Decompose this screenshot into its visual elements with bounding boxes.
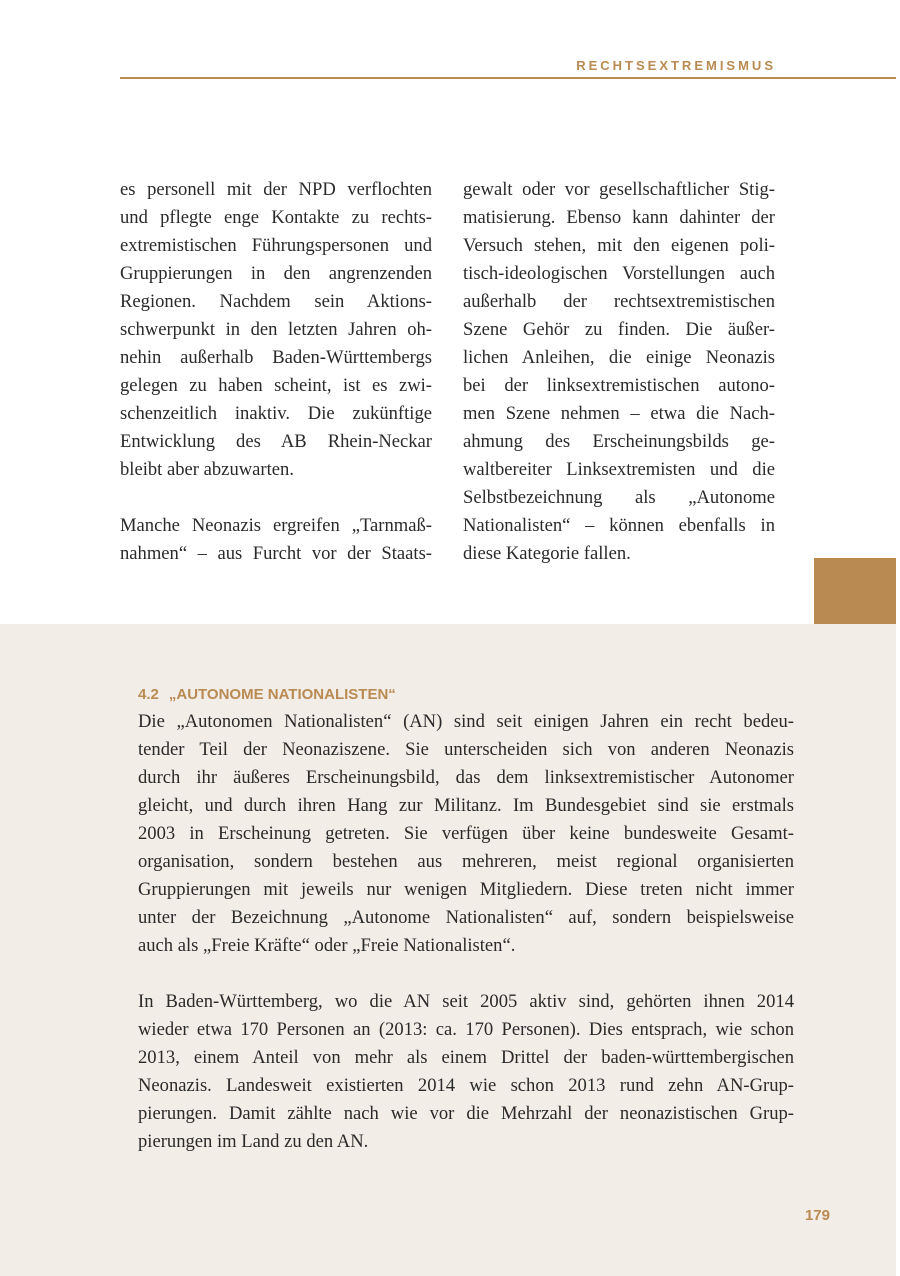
section-paragraph-1 <box>138 708 794 960</box>
text-line: wieder etwa 170 Personen an (2013: ca. 170 Personen). Dies entsprach, wie schon <box>138 1019 794 1040</box>
text-line: außerhalb der rechtsextremistischen <box>463 291 775 312</box>
text-line: bei der linksextremistischen autono- <box>463 375 775 396</box>
section-heading <box>138 682 794 708</box>
text-line: In Baden-Württemberg, wo die AN seit 2005 aktiv sind, gehörten ihnen 2014 <box>138 991 794 1012</box>
text-line: Szene Gehör zu finden. Die äußer- <box>463 319 775 340</box>
text-line: Die „Autonomen Nationalisten“ (AN) sind seit einigen Jahren ein recht bedeu- <box>138 711 794 732</box>
text-line: extremistischen Führungspersonen und <box>120 235 432 256</box>
running-title: RECHTSEXTREMISMUS <box>576 58 776 73</box>
text-line: unter der Bezeichnung „Autonome Nationalisten“ auf, sondern beispielsweise <box>138 907 794 928</box>
text-line: diese Kategorie fallen. <box>463 543 631 564</box>
text-line: Regionen. Nachdem sein Aktions- <box>120 291 432 312</box>
text-line: nahmen“ – aus Furcht vor der Staats- <box>120 543 432 564</box>
text-line: Entwicklung des AB Rhein-Neckar <box>120 431 432 452</box>
text-line: 2013, einem Anteil von mehr als einem Drittel der baden-württembergischen <box>138 1047 794 1068</box>
text-line: durch ihr äußeres Erscheinungsbild, das dem linksextremistischer Autonomer <box>138 767 794 788</box>
text-line: bleibt aber abzuwarten. <box>120 459 294 480</box>
right-paragraph-1 <box>463 176 775 568</box>
text-line: lichen Anleihen, die einige Neonazis <box>463 347 775 368</box>
header-rule <box>120 77 896 79</box>
text-line: Gruppierungen mit jeweils nur wenigen Mitgliedern. Diese treten nicht immer <box>138 879 794 900</box>
text-line: Selbstbezeichnung als „Autonome <box>463 487 775 508</box>
text-line: gelegen zu haben scheint, ist es zwi- <box>120 375 432 396</box>
section-number: 4.2 <box>138 686 159 703</box>
text-line: und pflegte enge Kontakte zu rechts- <box>120 207 432 228</box>
text-line: men Szene nehmen – etwa die Nach- <box>463 403 775 424</box>
left-paragraph-1 <box>120 176 432 484</box>
text-line: 2003 in Erscheinung getreten. Sie verfügen über keine bundesweite Gesamt- <box>138 823 794 844</box>
text-line: Manche Neonazis ergreifen „Tarnmaß- <box>120 515 432 536</box>
column-right <box>463 176 775 568</box>
text-line: matisierung. Ebenso kann dahinter der <box>463 207 775 228</box>
text-line: es personell mit der NPD verflochten <box>120 179 432 200</box>
text-line: pierungen im Land zu den AN. <box>138 1131 369 1152</box>
text-line: Neonazis. Landesweit existierten 2014 wie schon 2013 rund zehn AN-Grup- <box>138 1075 794 1096</box>
left-paragraph-2 <box>120 512 432 568</box>
column-left <box>120 176 432 568</box>
section-box <box>0 624 896 1276</box>
text-line: Versuch stehen, mit den eigenen poli- <box>463 235 775 256</box>
text-line: auch als „Freie Kräfte“ oder „Freie Nationalisten“. <box>138 935 516 956</box>
page-number: 179 <box>804 1207 830 1224</box>
section-paragraph-2 <box>138 988 794 1156</box>
text-line: pierungen. Damit zählte nach wie vor die Mehrzahl der neonazistischen Grup- <box>138 1103 794 1124</box>
text-line: gewalt oder vor gesellschaftlicher Stig- <box>463 179 775 200</box>
text-line: ahmung des Erscheinungsbilds ge- <box>463 431 775 452</box>
text-line: Gruppierungen in den angrenzenden <box>120 263 432 284</box>
text-line: waltbereiter Linksextremisten und die <box>463 459 775 480</box>
section-title: „AUTONOME NATIONALISTEN“ <box>168 686 396 703</box>
text-line: Nationalisten“ – können ebenfalls in <box>463 515 775 536</box>
text-line: tender Teil der Neonaziszene. Sie unterscheiden sich von anderen Neonazis <box>138 739 794 760</box>
text-line: gleicht, und durch ihren Hang zur Militanz. Im Bundesgebiet sind sie erstmals <box>138 795 794 816</box>
text-line: nehin außerhalb Baden-Württembergs <box>120 347 432 368</box>
text-line: organisation, sondern bestehen aus mehreren, meist regional organisierten <box>138 851 794 872</box>
text-line: tisch-ideologischen Vorstellungen auch <box>463 263 775 284</box>
text-line: schwerpunkt in den letzten Jahren oh- <box>120 319 432 340</box>
text-line: schenzeitlich inaktiv. Die zukünftige <box>120 403 432 424</box>
